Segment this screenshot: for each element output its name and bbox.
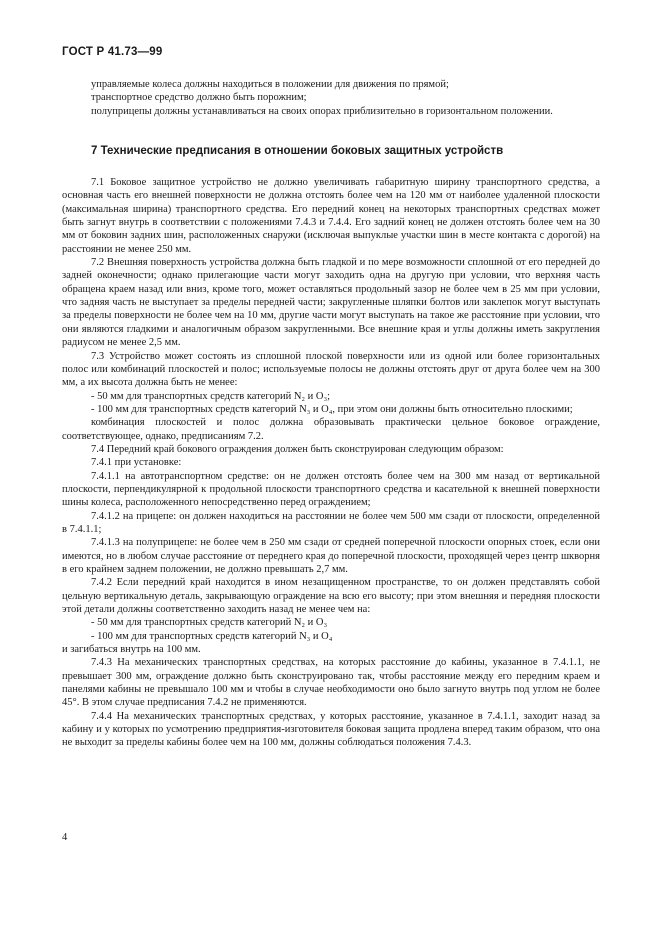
paragraph-7-4-1-3: 7.4.1.3 на полуприцепе: не более чем в 250 мм сзади от средней поперечной плоскости опорных стоек, если они имеются, но в любом случае расстояние от переднего края до поперечной плоскости, проходящей через центр шкворня в его крайнем заднем положении, не должно превышать 2,7 мм. [62,537,600,575]
paragraph-7-4-3: 7.4.3 На механических транспортных средствах, на которых расстояние до кабины, указанное в 7.4.1.1, не превышает 300 мм, ограждение должно быть сконструировано так, чтобы расстояние между его передним краем и панелями кабины не превышало 100 мм и чтобы в случае необходимости оно было загнуто внутрь под углом не более 45°. В этом случае предписания 7.4.2 не применяются. [62,657,600,709]
list-item: - 50 мм для транспортных средств категорий N₂ и O₃ [91,617,328,629]
paragraph-7-4-1-2: 7.4.1.2 на прицепе: он должен находиться на расстоянии не более чем 500 мм сзади от плоскости, определенной в 7.4.1.1; [62,510,600,535]
paragraph-7-4-2: 7.4.2 Если передний край находится в ином незащищенном пространстве, то он должен представлять собой цельную вертикальную деталь, закрывающую ограждение на всю его высоту; при этом внешняя и передняя плоскости этой детали должны соответственно заходить назад не менее чем на: [62,577,600,616]
list-item: - 50 мм для транспортных средств категорий N₂ и O₃; [91,390,331,402]
document-code-header: ГОСТ Р 41.73—99 [62,46,163,58]
paragraph-text: комбинация плоскостей и полос должна образовывать практически цельное боковое ограждение, соответствующее, однако, предписаниям 7.2. [62,417,600,442]
page-number: 4 [62,832,68,843]
paragraph-7-4: 7.4 Передний край бокового ограждения должен быть сконструирован следующим образом: [91,443,504,455]
paragraph-7-4-1: 7.4.1 при установке: [91,457,182,469]
list-item: - 100 мм для транспортных средств категорий N₃ и O₄, при этом они должны быть относительно плоскими; [91,403,573,415]
section-title: 7 Технические предписания в отношении боковых защитных устройств [91,145,504,158]
intro-line: транспортное средство должно быть порожним; [91,92,307,104]
list-item: - 100 мм для транспортных средств категорий N₃ и O₄ [91,630,333,642]
paragraph-7-3: 7.3 Устройство может состоять из сплошной плоской поверхности или из одной или более горизонтальных полос или комбинаций плоскостей и полос; используемые полосы не должны отстоять друг от друга более чем на 300 мм, а их высота должна быть не менее: [62,350,600,389]
intro-line: управляемые колеса должны находиться в положении для движения по прямой; [91,79,449,90]
paragraph-7-2: 7.2 Внешняя поверхность устройства должна быть гладкой и по мере возможности сплошной от его передней до задней оконечности; однако прилегающие части могут заходить одна на другую при условии, что верхняя часть обращена краем назад или вниз, кроме того, может оставляться продольный зазор не более чем в 25 мм при условии, что задняя часть не выступает за пределы передней части; закругленные шляпки болтов или заклепок могут выступать за пределы поверхности не более чем на 10 мм, другие части могут выступать на такое же расстояние при условии, что они являются гладкими и аналогичным образом закругленными. Все внешние края и углы должны иметь закругления радиусом не менее 2,5 мм. [62,257,600,349]
intro-line: полуприцепы должны устанавливаться на своих опорах приблизительно в горизонтальном положении. [91,105,553,117]
document-body [62,78,600,750]
paragraph-7-4-4: 7.4.4 На механических транспортных средствах, у которых расстояние, указанное в 7.4.1.1, заходит назад за кабину и у которых по усмотрению предприятия-изготовителя боковая защита продлена вперед таким образом, что она не выходит за пределы кабины более чем на 100 мм, должны соблюдаться положения 7.4.3. [62,710,600,749]
paragraph-7-4-1-1: 7.4.1.1 на автотранспортном средстве: он не должен отстоять более чем на 300 мм назад от вертикальной плоскости, перпендикулярной к продольной плоскости транспортного средства и касательной к внешней поверхности шины колеса, расположенного непосредственно перед ограждением; [62,470,600,509]
paragraph-text: и загибаться внутрь на 100 мм. [62,644,201,656]
paragraph-7-1: 7.1 Боковое защитное устройство не должно увеличивать габаритную ширину транспортного средства, а основная часть его внешней поверхности не должна отстоять более чем на 120 мм от наиболее удаленной плоскости (максимальная ширина) транспортного средства. Его передний конец на некоторых транспортных средствах может быть загнут внутрь в соответствии с положениями 7.4.3 и 7.4.4. Его задний конец не должен отстоять более чем на 30 мм от боковин задних шин, расположенных снаружи (исключая выпуклые участки шин в месте контакта с дорогой) на расстоянии не менее 250 мм. [62,177,600,255]
